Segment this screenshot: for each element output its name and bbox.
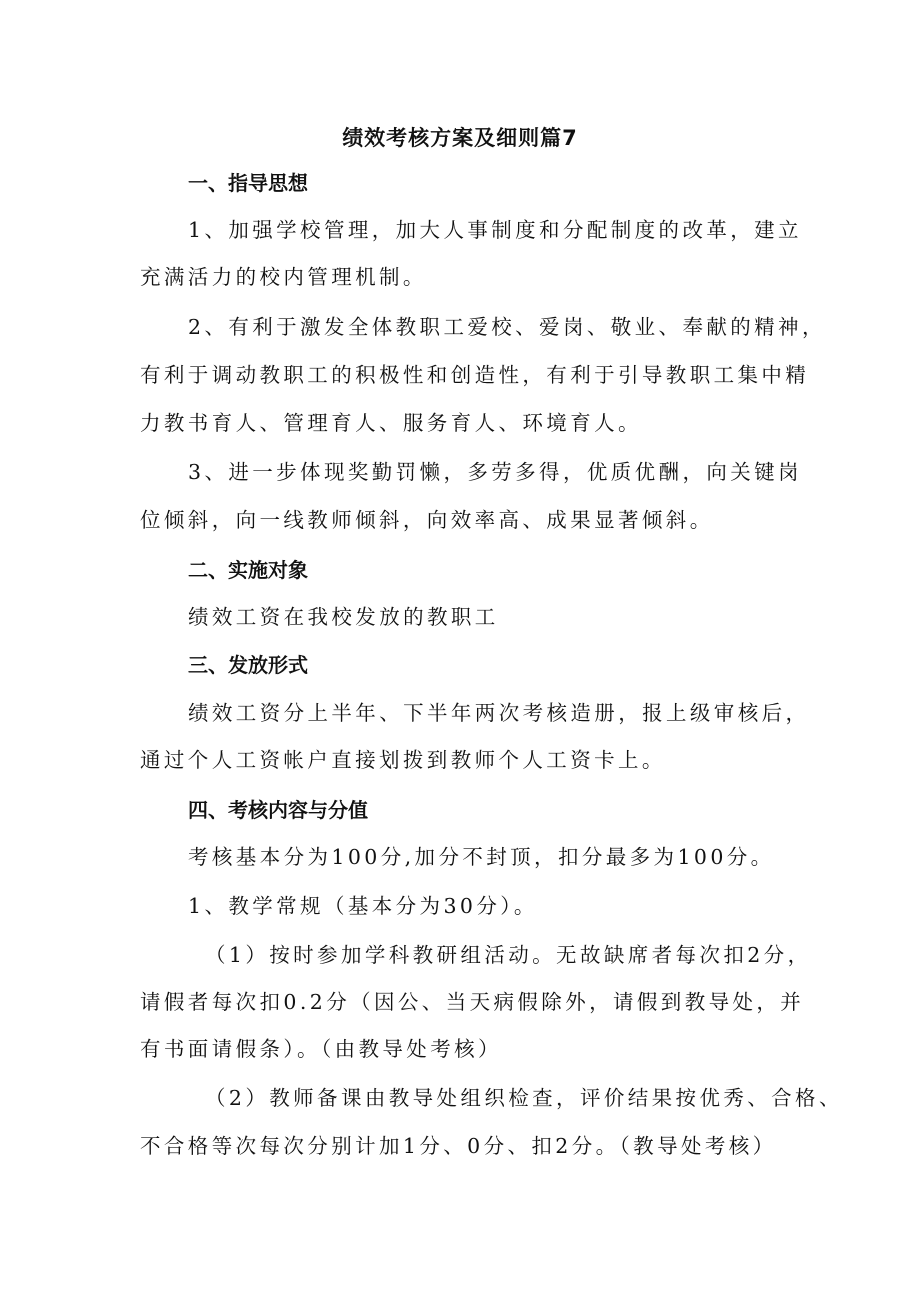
paragraph-2-line-2: 有利于调动教职工的积极性和创造性，有利于引导教职工集中精 xyxy=(140,363,810,387)
paragraph-7: 1、教学常规（基本分为30分）。 xyxy=(188,894,538,918)
section-heading-1: 一、指导思想 xyxy=(188,171,308,195)
paragraph-8-line-1: （1）按时参加学科教研组活动。无故缺席者每次扣2分， xyxy=(205,943,812,967)
section-heading-4: 四、考核内容与分值 xyxy=(188,798,368,822)
paragraph-6: 考核基本分为100分,加分不封顶，扣分最多为100分。 xyxy=(188,845,775,869)
section-heading-3: 三、发放形式 xyxy=(188,653,308,677)
paragraph-2-line-3: 力教书育人、管理育人、服务育人、环境育人。 xyxy=(140,411,642,435)
paragraph-9-line-1: （2）教师备课由教导处组织检查，评价结果按优秀、合格、 xyxy=(205,1086,843,1110)
paragraph-1-line-1: 1、加强学校管理，加大人事制度和分配制度的改革，建立 xyxy=(188,218,802,242)
paragraph-8-line-3: 有书面请假条）。（由教导处考核） xyxy=(140,1037,502,1061)
paragraph-4: 绩效工资在我校发放的教职工 xyxy=(188,605,499,629)
section-heading-2: 二、实施对象 xyxy=(188,558,308,582)
paragraph-5-line-1: 绩效工资分上半年、下半年两次考核造册，报上级审核后， xyxy=(188,701,810,725)
paragraph-9-line-2: 不合格等次每次分别计加1分、0分、扣2分。（教导处考核） xyxy=(140,1134,777,1158)
paragraph-1-line-2: 充满活力的校内管理机制。 xyxy=(140,265,427,289)
paragraph-2-line-1: 2、有利于激发全体教职工爱校、爱岗、敬业、奉献的精神， xyxy=(188,315,826,339)
paragraph-3-line-2: 位倾斜，向一线教师倾斜，向效率高、成果显著倾斜。 xyxy=(140,508,714,532)
paragraph-8-line-2: 请假者每次扣0.2分（因公、当天病假除外，请假到教导处，并 xyxy=(140,990,805,1014)
paragraph-3-line-1: 3、进一步体现奖勤罚懒，多劳多得，优质优酬，向关键岗 xyxy=(188,460,802,484)
doc-title: 绩效考核方案及细则篇7 xyxy=(342,126,578,150)
paragraph-5-line-2: 通过个人工资帐户直接划拨到教师个人工资卡上。 xyxy=(140,748,666,772)
